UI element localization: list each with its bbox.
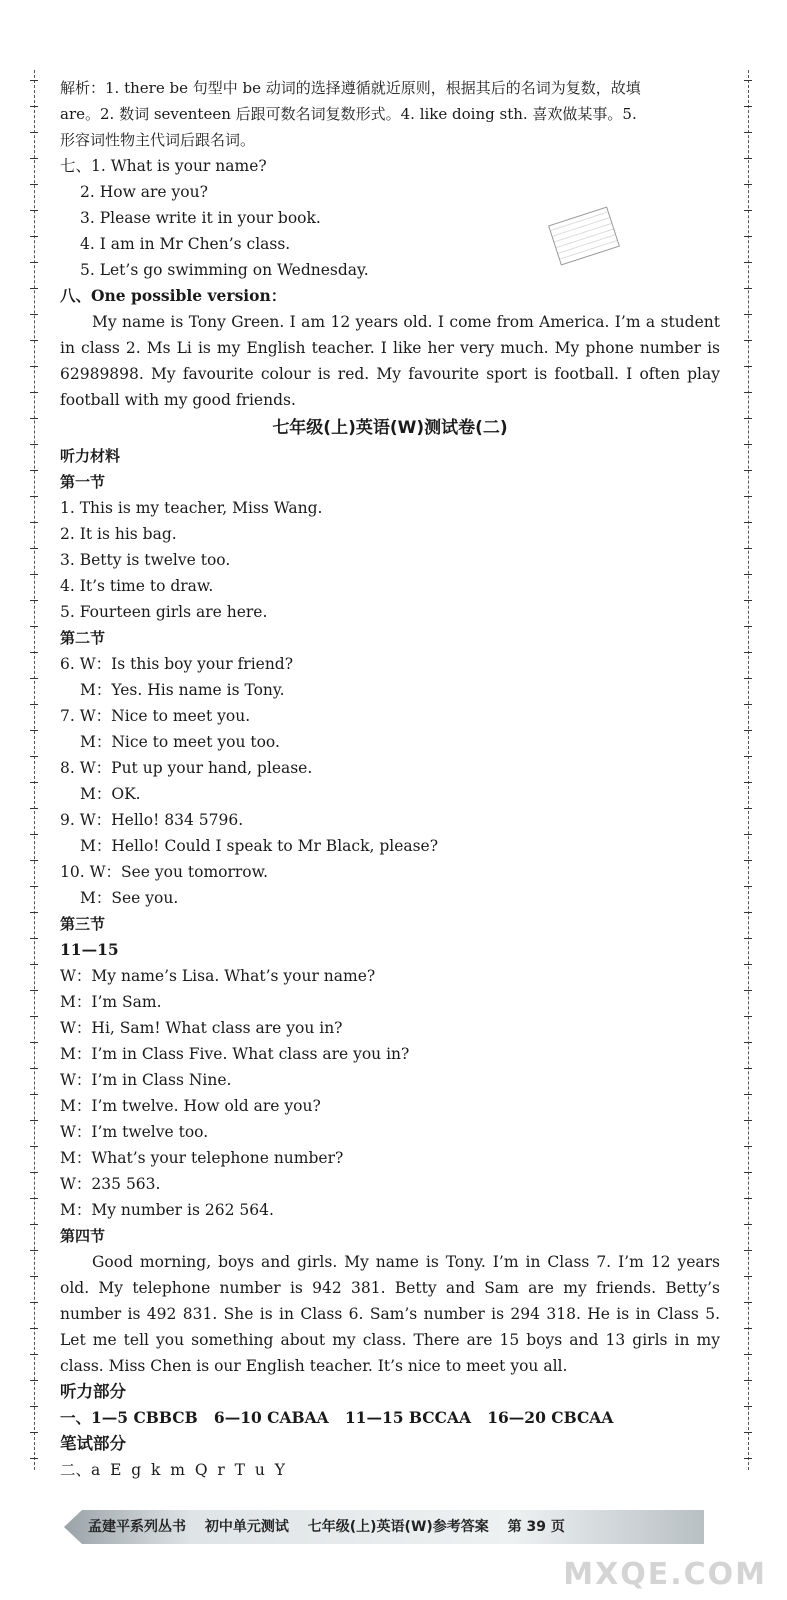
cut-line-tick [30,288,38,289]
cut-line-tick [30,626,38,627]
cut-line-tick [744,626,752,627]
cut-line-tick [744,1328,752,1329]
cut-line-tick [30,314,38,315]
part3-line: M：I’m in Class Five. What class are you in? [60,1045,410,1063]
cut-line-tick [744,548,752,549]
part2-line: 9. W：Hello! 834 5796. [60,811,244,829]
part2-line: 10. W：See you tomorrow. [60,863,268,881]
cut-line-tick [744,1302,752,1303]
cut-line-tick [30,366,38,367]
cut-line-tick [30,652,38,653]
cut-line-tick [744,366,752,367]
cut-line-tick [744,288,752,289]
cut-line-tick [744,1068,752,1069]
cut-line-tick [30,1094,38,1095]
footer-series: 孟建平系列丛书 [88,1519,186,1535]
sec7-item-3: 3. Please write it in your book. [80,209,321,227]
cut-line-tick [744,210,752,211]
part3-line: M：What’s your telephone number? [60,1149,344,1167]
footer-book: 初中单元测试 [204,1519,289,1535]
cut-line-tick [30,600,38,601]
part4-text: Good morning, boys and girls. My name is Tony. I’m in Class 7. I’m 12 years old. My telephone number is 942 381. Betty and Sam are my friends. Betty’s number is 492 831. She is in Class 6. Sam’s number is 294 318. He is in Class 5. Let me tell you something about my class. There are 15 boys and 13 girls in my class. Miss Chen is our English teacher. It’s nice to meet you all. [60,1253,720,1375]
cut-line-tick [744,1198,752,1199]
written-answers: 二、a E g k m Q r T u Y [60,1461,285,1479]
cut-line-tick [30,418,38,419]
cut-line-tick [30,1172,38,1173]
cut-line-tick [30,886,38,887]
cut-line-tick [30,496,38,497]
written-answers-heading: 笔试部分 [60,1434,126,1453]
cut-line-tick [30,860,38,861]
cut-line-tick [744,912,752,913]
cut-line-tick [744,262,752,263]
cut-line-tick [30,1224,38,1225]
cut-line-tick [30,210,38,211]
part3-line: M：I’m Sam. [60,993,162,1011]
footer-text [88,1516,579,1536]
cut-line-tick [30,1458,38,1459]
cut-line-tick [744,80,752,81]
cut-line-tick [30,80,38,81]
cut-line-tick [744,1406,752,1407]
analysis-line-1: 解析：1. there be 句型中 be 动词的选择遵循就近原则，根据其后的名词为复数，故填 [60,79,641,97]
cut-line-tick [744,1276,752,1277]
cut-line-tick [744,470,752,471]
part1-line: 1. This is my teacher, Miss Wang. [60,499,323,517]
cut-line-tick [30,444,38,445]
part3-line: W：Hi, Sam! What class are you in? [60,1019,343,1037]
cut-line-tick [30,548,38,549]
analysis-line-2: are。2. 数词 seventeen 后跟可数名词复数形式。4. like doing sth. 喜欢做某事。5. [60,105,637,123]
cut-line-tick [744,236,752,237]
main-content [60,75,720,1483]
cut-line-tick [744,756,752,757]
part2-line: M：Nice to meet you too. [80,733,280,751]
cut-line-tick [30,678,38,679]
watermark-logo: MXQE.COM [563,1557,767,1592]
part3-line: W：My name’s Lisa. What’s your name? [60,967,376,985]
sec7-item-5: 5. Let’s go swimming on Wednesday. [80,261,369,279]
cut-line-tick [744,340,752,341]
cut-line-tick [30,1068,38,1069]
cut-line-tick [30,912,38,913]
left-cut-line [34,70,35,1470]
cut-line-tick [30,340,38,341]
cut-line-tick [744,106,752,107]
cut-line-tick [744,600,752,601]
cut-line-tick [744,1432,752,1433]
cut-line-tick [30,782,38,783]
part1-line: 4. It’s time to draw. [60,577,214,595]
cut-line-tick [744,678,752,679]
cut-line-tick [744,522,752,523]
cut-line-tick [744,1016,752,1017]
part2-line: M：Yes. His name is Tony. [80,681,285,699]
sec7-item-2: 2. How are you? [80,183,208,201]
cut-line-tick [30,1250,38,1251]
part3-line: W：I’m in Class Nine. [60,1071,232,1089]
cut-line-tick [744,1172,752,1173]
cut-line-tick [30,392,38,393]
part2-line: M：See you. [80,889,179,907]
cut-line-tick [30,1406,38,1407]
cut-line-tick [744,1042,752,1043]
part2-line: 7. W：Nice to meet you. [60,707,251,725]
cut-line-tick [30,808,38,809]
cut-line-tick [744,184,752,185]
cut-line-tick [30,1042,38,1043]
cut-line-tick [30,262,38,263]
part3-range: 11—15 [60,940,119,959]
listening-answers: 一、1—5 CBBCB 6—10 CABAA 11—15 BCCAA 16—20 CBCAA [60,1408,614,1427]
part4-label: 第四节 [60,1227,106,1245]
cut-line-tick [744,496,752,497]
cut-line-tick [744,782,752,783]
cut-line-tick [744,834,752,835]
part2-line: M：OK. [80,785,141,803]
cut-line-tick [744,938,752,939]
cut-line-tick [30,1146,38,1147]
cut-line-tick [744,1224,752,1225]
cut-line-tick [744,418,752,419]
cut-line-tick [744,860,752,861]
sec8-heading: 八、One possible version： [60,286,287,305]
cut-line-tick [744,392,752,393]
cut-line-tick [744,808,752,809]
cut-line-tick [744,444,752,445]
part3-line: M：My number is 262 564. [60,1201,274,1219]
cut-line-tick [744,1146,752,1147]
cut-line-tick [744,1458,752,1459]
cut-line-tick [30,834,38,835]
part1-label: 第一节 [60,473,106,491]
analysis-line-3: 形容词性物主代词后跟名词。 [60,131,256,149]
cut-line-tick [30,730,38,731]
cut-line-tick [744,132,752,133]
cut-line-tick [30,158,38,159]
cut-line-tick [30,756,38,757]
cut-line-tick [30,470,38,471]
cut-line-tick [744,1380,752,1381]
part1-line: 2. It is his bag. [60,525,177,543]
part2-label: 第二节 [60,629,106,647]
test-title: 七年级(上)英语(W)测试卷(二) [272,418,508,438]
part3-label: 第三节 [60,915,106,933]
cut-line-tick [744,1120,752,1121]
cut-line-tick [30,132,38,133]
cut-line-tick [30,1302,38,1303]
part2-line: M：Hello! Could I speak to Mr Black, please? [80,837,439,855]
sec8-essay: My name is Tony Green. I am 12 years old. I come from America. I’m a student in class 2. Ms Li is my English teacher. I like her very much. My phone number is 62989898. My favourite colour is red. My favourite sport is football. I often play football with my good friends. [60,313,720,409]
cut-line-tick [744,1094,752,1095]
part3-line: W：235 563. [60,1175,161,1193]
cut-line-tick [30,106,38,107]
cut-line-tick [30,1432,38,1433]
cut-line-tick [744,964,752,965]
cut-line-tick [30,1276,38,1277]
cut-line-tick [744,1354,752,1355]
cut-line-tick [744,730,752,731]
part1-line: 5. Fourteen girls are here. [60,603,268,621]
cut-line-tick [30,522,38,523]
cut-line-tick [30,574,38,575]
footer-page: 第 39 页 [507,1519,565,1535]
cut-line-tick [30,1354,38,1355]
cut-line-tick [30,1198,38,1199]
cut-line-tick [744,990,752,991]
part1-line: 3. Betty is twelve too. [60,551,231,569]
cut-line-tick [30,1380,38,1381]
sec7-item-1: 七、1. What is your name? [60,157,267,175]
cut-line-tick [30,964,38,965]
cut-line-tick [744,886,752,887]
cut-line-tick [30,236,38,237]
part2-line: 8. W：Put up your hand, please. [60,759,313,777]
cut-line-tick [744,652,752,653]
listening-answers-heading: 听力部分 [60,1382,126,1401]
cut-line-tick [30,990,38,991]
part3-line: W：I’m twelve too. [60,1123,209,1141]
cut-line-tick [744,314,752,315]
cut-line-tick [744,704,752,705]
part3-line: M：I’m twelve. How old are you? [60,1097,321,1115]
cut-line-tick [744,574,752,575]
cut-line-tick [30,704,38,705]
footer-subject: 七年级(上)英语(W)参考答案 [307,1519,489,1535]
cut-line-tick [30,184,38,185]
cut-line-tick [744,158,752,159]
cut-line-tick [30,938,38,939]
part2-line: 6. W：Is this boy your friend? [60,655,294,673]
right-cut-line [748,70,749,1470]
cut-line-tick [744,1250,752,1251]
cut-line-tick [30,1016,38,1017]
sec7-item-4: 4. I am in Mr Chen’s class. [80,235,291,253]
cut-line-tick [30,1120,38,1121]
cut-line-tick [30,1328,38,1329]
listening-material-heading: 听力材料 [60,447,121,465]
